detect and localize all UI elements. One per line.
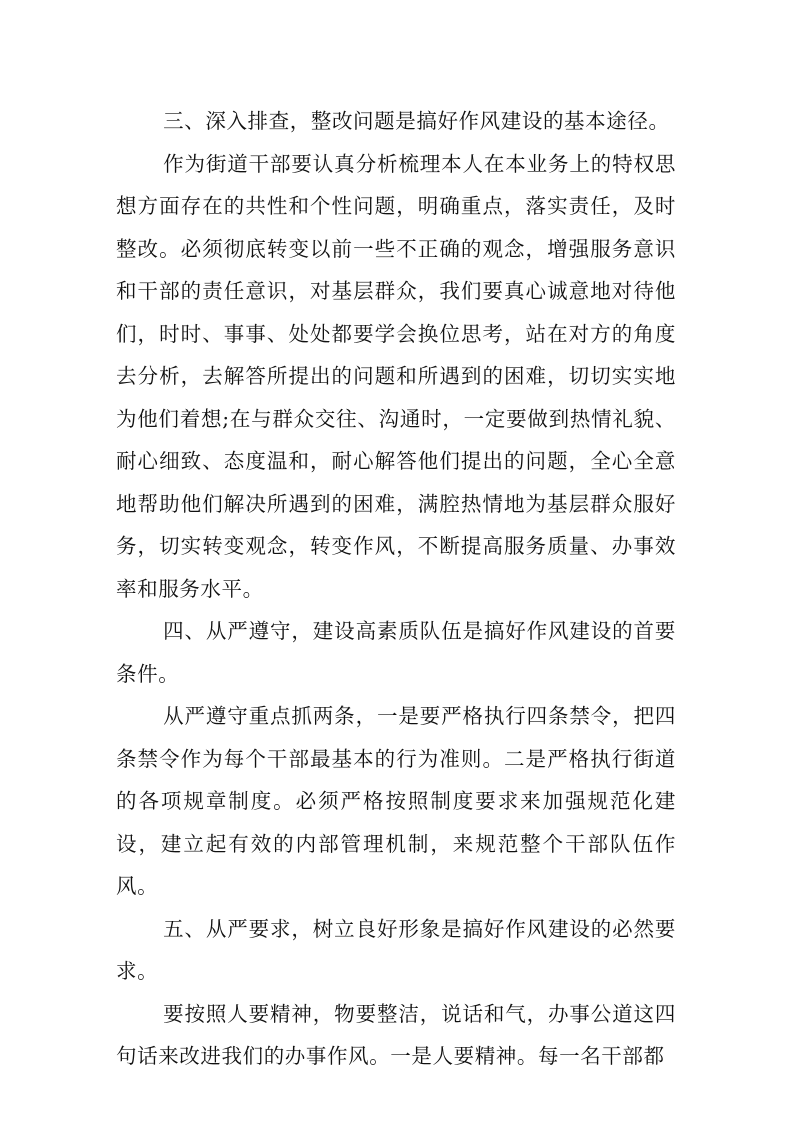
paragraph-section-3-body: 作为街道干部要认真分析梳理本人在本业务上的特权思想方面存在的共性和个性问题，明确重点，落实责任，及时整改。必须彻底转变以前一些不正确的观念，增强服务意识和干部的责任意识，对基层群众，我们要真心诚意地对待他们，时时、事事、处处都要学会换位思考，站在对方的角度去分析，去解答所提出的问题和所遇到的困难，切切实实地为他们着想;在与群众交往、沟通时，一定要做到热情礼貌、耐心细致、态度温和，耐心解答他们提出的问题，全心全意地帮助他们解决所遇到的困难，满腔热情地为基层群众服好务，切实转变观念，转变作风，不断提高服务质量、办事效率和服务水平。 <box>116 151 676 601</box>
paragraph-section-5-body: 要按照人要精神，物要整洁，说话和气，办事公道这四句话来改进我们的办事作风。一是人要精神。每一名干部都 <box>116 1001 676 1068</box>
paragraph-section-4-body: 从严遵守重点抓两条，一是要严格执行四条禁令，把四条禁令作为每个干部最基本的行为准则。二是严格执行街道的各项规章制度。必须严格按照制度要求来加强规范化建设，建立起有效的内部管理机制，来规范整个干部队伍作风。 <box>116 704 676 898</box>
section-heading-3: 三、深入排查，整改问题是搞好作风建设的基本途径。 <box>163 109 670 133</box>
document-body <box>116 100 676 1078</box>
section-heading-5: 五、从严要求，树立良好形象是搞好作风建设的必然要求。 <box>116 916 676 983</box>
section-heading-4: 四、从严遵守，建设高素质队伍是搞好作风建设的首要条件。 <box>116 619 676 686</box>
